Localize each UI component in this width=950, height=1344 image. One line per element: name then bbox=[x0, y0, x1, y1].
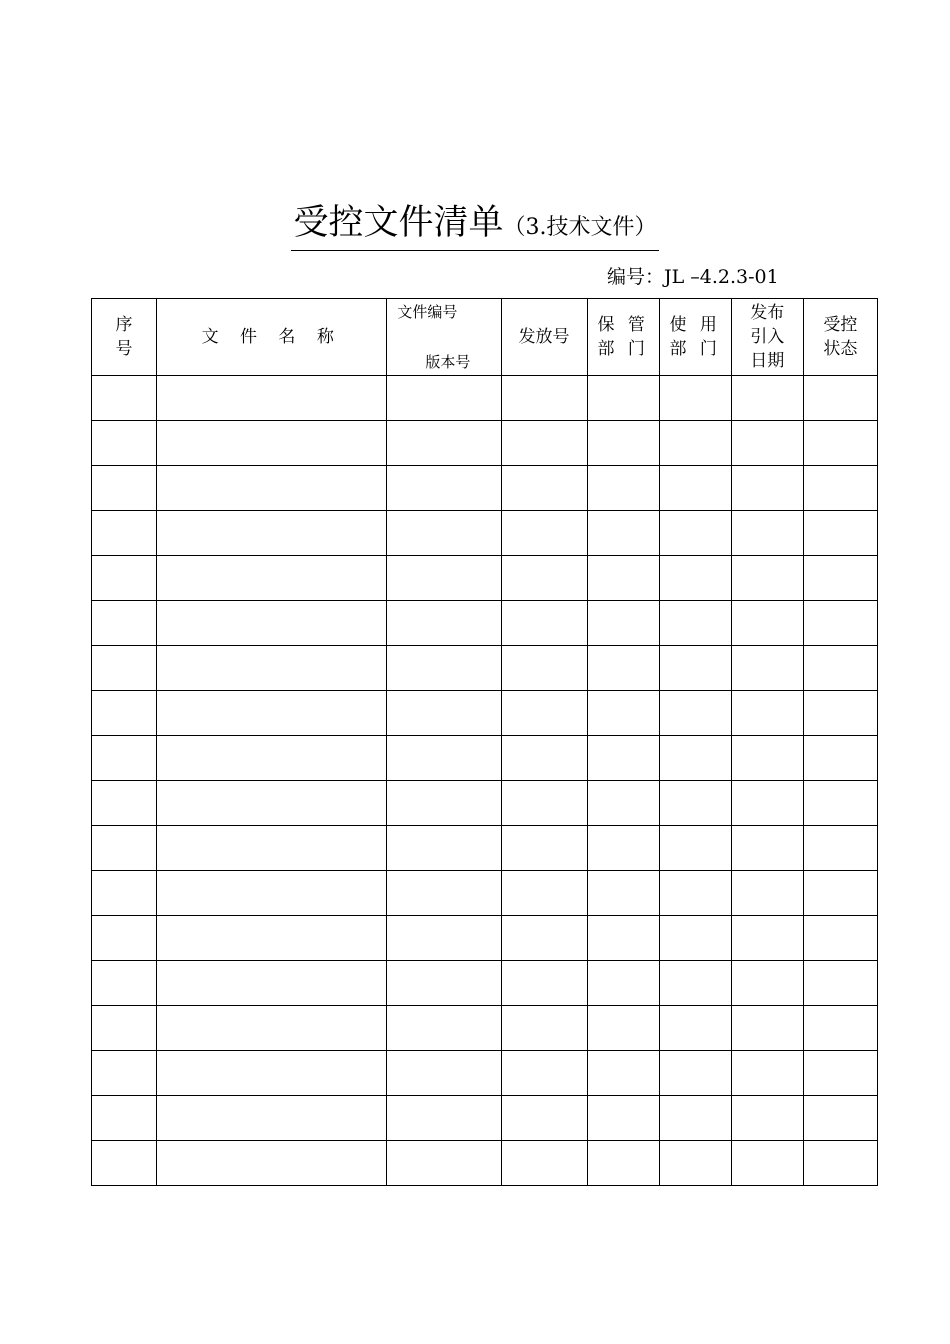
document-number: 编号：JL –4.2.3-01 bbox=[607, 266, 779, 288]
cell-code[interactable] bbox=[387, 421, 501, 466]
cell-code[interactable] bbox=[387, 1006, 501, 1051]
table-row bbox=[92, 961, 878, 1006]
cell-seq[interactable] bbox=[92, 421, 157, 466]
cell-date[interactable] bbox=[731, 1141, 803, 1186]
cell-code[interactable] bbox=[387, 376, 501, 421]
title-main: 受控文件清单 bbox=[293, 203, 504, 243]
cell-name[interactable] bbox=[157, 1006, 387, 1051]
cell-status[interactable] bbox=[803, 781, 877, 826]
cell-status[interactable] bbox=[803, 1051, 877, 1096]
cell-keep[interactable] bbox=[587, 826, 659, 871]
cell-code[interactable] bbox=[387, 736, 501, 781]
table-row bbox=[92, 916, 878, 961]
cell-code[interactable] bbox=[387, 691, 501, 736]
cell-seq[interactable] bbox=[92, 871, 157, 916]
cell-issue[interactable] bbox=[501, 736, 587, 781]
header-control-status: 受控 状态 bbox=[803, 299, 877, 376]
cell-date[interactable] bbox=[731, 1051, 803, 1096]
cell-date[interactable] bbox=[731, 646, 803, 691]
cell-issue[interactable] bbox=[501, 916, 587, 961]
cell-status[interactable] bbox=[803, 421, 877, 466]
cell-keep[interactable] bbox=[587, 376, 659, 421]
cell-date[interactable] bbox=[731, 916, 803, 961]
cell-status[interactable] bbox=[803, 871, 877, 916]
cell-code[interactable] bbox=[387, 601, 501, 646]
table-row bbox=[92, 376, 878, 421]
table-row bbox=[92, 781, 878, 826]
cell-code[interactable] bbox=[387, 871, 501, 916]
cell-date[interactable] bbox=[731, 1096, 803, 1141]
cell-seq[interactable] bbox=[92, 1006, 157, 1051]
cell-issue[interactable] bbox=[501, 601, 587, 646]
cell-name[interactable] bbox=[157, 916, 387, 961]
header-issue-number: 发放号 bbox=[501, 299, 587, 376]
cell-name[interactable] bbox=[157, 601, 387, 646]
cell-issue[interactable] bbox=[501, 376, 587, 421]
controlled-documents-table bbox=[91, 298, 878, 1186]
cell-seq[interactable] bbox=[92, 961, 157, 1006]
cell-status[interactable] bbox=[803, 736, 877, 781]
cell-use[interactable] bbox=[659, 871, 731, 916]
cell-code[interactable] bbox=[387, 1096, 501, 1141]
cell-seq[interactable] bbox=[92, 1141, 157, 1186]
cell-date[interactable] bbox=[731, 421, 803, 466]
cell-use[interactable] bbox=[659, 1051, 731, 1096]
table-header-row bbox=[92, 299, 878, 376]
header-version: 版本号 bbox=[425, 353, 471, 371]
cell-issue[interactable] bbox=[501, 781, 587, 826]
cell-status[interactable] bbox=[803, 466, 877, 511]
cell-name[interactable] bbox=[157, 376, 387, 421]
table-row bbox=[92, 556, 878, 601]
cell-name[interactable] bbox=[157, 1051, 387, 1096]
cell-keep[interactable] bbox=[587, 916, 659, 961]
cell-status[interactable] bbox=[803, 1141, 877, 1186]
cell-status[interactable] bbox=[803, 601, 877, 646]
cell-name[interactable] bbox=[157, 466, 387, 511]
cell-date[interactable] bbox=[731, 466, 803, 511]
cell-keep[interactable] bbox=[587, 781, 659, 826]
table-row bbox=[92, 1006, 878, 1051]
cell-use[interactable] bbox=[659, 1006, 731, 1051]
table-row bbox=[92, 646, 878, 691]
cell-code[interactable] bbox=[387, 466, 501, 511]
table-row bbox=[92, 691, 878, 736]
cell-status[interactable] bbox=[803, 511, 877, 556]
cell-seq[interactable] bbox=[92, 691, 157, 736]
cell-status[interactable] bbox=[803, 961, 877, 1006]
table-row bbox=[92, 1141, 878, 1186]
cell-seq[interactable] bbox=[92, 781, 157, 826]
cell-use[interactable] bbox=[659, 826, 731, 871]
title-underlined bbox=[291, 203, 658, 251]
cell-seq[interactable] bbox=[92, 601, 157, 646]
table-row bbox=[92, 421, 878, 466]
cell-keep[interactable] bbox=[587, 556, 659, 601]
cell-issue[interactable] bbox=[501, 421, 587, 466]
cell-use[interactable] bbox=[659, 1141, 731, 1186]
table-row bbox=[92, 601, 878, 646]
cell-status[interactable] bbox=[803, 376, 877, 421]
cell-date[interactable] bbox=[731, 511, 803, 556]
cell-issue[interactable] bbox=[501, 466, 587, 511]
cell-issue[interactable] bbox=[501, 1006, 587, 1051]
cell-keep[interactable] bbox=[587, 511, 659, 556]
cell-seq[interactable] bbox=[92, 376, 157, 421]
cell-code[interactable] bbox=[387, 961, 501, 1006]
cell-status[interactable] bbox=[803, 556, 877, 601]
cell-code[interactable] bbox=[387, 916, 501, 961]
cell-issue[interactable] bbox=[501, 1051, 587, 1096]
cell-seq[interactable] bbox=[92, 826, 157, 871]
header-seq: 序 号 bbox=[92, 299, 157, 376]
cell-status[interactable] bbox=[803, 916, 877, 961]
cell-issue[interactable] bbox=[501, 511, 587, 556]
cell-keep[interactable] bbox=[587, 736, 659, 781]
cell-date[interactable] bbox=[731, 961, 803, 1006]
cell-name[interactable] bbox=[157, 421, 387, 466]
cell-use[interactable] bbox=[659, 916, 731, 961]
cell-issue[interactable] bbox=[501, 646, 587, 691]
cell-name[interactable] bbox=[157, 646, 387, 691]
cell-status[interactable] bbox=[803, 1096, 877, 1141]
cell-keep[interactable] bbox=[587, 1141, 659, 1186]
cell-use[interactable] bbox=[659, 466, 731, 511]
cell-name[interactable] bbox=[157, 826, 387, 871]
cell-date[interactable] bbox=[731, 376, 803, 421]
cell-use[interactable] bbox=[659, 781, 731, 826]
cell-seq[interactable] bbox=[92, 1096, 157, 1141]
cell-issue[interactable] bbox=[501, 1141, 587, 1186]
cell-code[interactable] bbox=[387, 511, 501, 556]
title-subtitle: （3.技术文件） bbox=[503, 215, 657, 240]
cell-date[interactable] bbox=[731, 781, 803, 826]
table-row bbox=[92, 736, 878, 781]
cell-use[interactable] bbox=[659, 421, 731, 466]
header-keeping-dept: 保 管 部 门 bbox=[587, 299, 659, 376]
cell-status[interactable] bbox=[803, 646, 877, 691]
cell-status[interactable] bbox=[803, 1006, 877, 1051]
cell-keep[interactable] bbox=[587, 1051, 659, 1096]
table-row bbox=[92, 1096, 878, 1141]
cell-use[interactable] bbox=[659, 691, 731, 736]
cell-name[interactable] bbox=[157, 556, 387, 601]
cell-use[interactable] bbox=[659, 556, 731, 601]
cell-use[interactable] bbox=[659, 511, 731, 556]
cell-date[interactable] bbox=[731, 826, 803, 871]
cell-name[interactable] bbox=[157, 1096, 387, 1141]
table-row bbox=[92, 871, 878, 916]
table-row bbox=[92, 826, 878, 871]
cell-date[interactable] bbox=[731, 736, 803, 781]
cell-name[interactable] bbox=[157, 511, 387, 556]
cell-use[interactable] bbox=[659, 646, 731, 691]
header-using-dept: 使 用 部 门 bbox=[659, 299, 731, 376]
cell-seq[interactable] bbox=[92, 466, 157, 511]
header-release-date: 发布 引入 日期 bbox=[731, 299, 803, 376]
cell-seq[interactable] bbox=[92, 511, 157, 556]
table-row bbox=[92, 466, 878, 511]
cell-keep[interactable] bbox=[587, 601, 659, 646]
cell-name[interactable] bbox=[157, 871, 387, 916]
cell-keep[interactable] bbox=[587, 466, 659, 511]
cell-status[interactable] bbox=[803, 691, 877, 736]
cell-code[interactable] bbox=[387, 556, 501, 601]
cell-status[interactable] bbox=[803, 826, 877, 871]
cell-use[interactable] bbox=[659, 376, 731, 421]
table-row bbox=[92, 511, 878, 556]
cell-keep[interactable] bbox=[587, 961, 659, 1006]
cell-keep[interactable] bbox=[587, 1006, 659, 1051]
cell-code[interactable] bbox=[387, 826, 501, 871]
cell-keep[interactable] bbox=[587, 421, 659, 466]
cell-use[interactable] bbox=[659, 736, 731, 781]
cell-name[interactable] bbox=[157, 736, 387, 781]
cell-use[interactable] bbox=[659, 601, 731, 646]
cell-code[interactable] bbox=[387, 1141, 501, 1186]
cell-issue[interactable] bbox=[501, 556, 587, 601]
cell-issue[interactable] bbox=[501, 961, 587, 1006]
cell-name[interactable] bbox=[157, 691, 387, 736]
cell-seq[interactable] bbox=[92, 736, 157, 781]
cell-date[interactable] bbox=[731, 556, 803, 601]
cell-date[interactable] bbox=[731, 1006, 803, 1051]
cell-seq[interactable] bbox=[92, 646, 157, 691]
cell-date[interactable] bbox=[731, 871, 803, 916]
cell-issue[interactable] bbox=[501, 691, 587, 736]
header-name: 文 件 名 称 bbox=[157, 299, 387, 376]
cell-use[interactable] bbox=[659, 1096, 731, 1141]
cell-seq[interactable] bbox=[92, 1051, 157, 1096]
cell-issue[interactable] bbox=[501, 826, 587, 871]
cell-keep[interactable] bbox=[587, 691, 659, 736]
cell-name[interactable] bbox=[157, 1141, 387, 1186]
document-title bbox=[0, 203, 950, 251]
cell-seq[interactable] bbox=[92, 916, 157, 961]
cell-keep[interactable] bbox=[587, 646, 659, 691]
cell-code[interactable] bbox=[387, 1051, 501, 1096]
cell-name[interactable] bbox=[157, 781, 387, 826]
header-code-version bbox=[387, 299, 501, 376]
cell-date[interactable] bbox=[731, 601, 803, 646]
cell-issue[interactable] bbox=[501, 871, 587, 916]
cell-use[interactable] bbox=[659, 961, 731, 1006]
cell-name[interactable] bbox=[157, 961, 387, 1006]
cell-date[interactable] bbox=[731, 691, 803, 736]
table-row bbox=[92, 1051, 878, 1096]
header-code: 文件编号 bbox=[397, 303, 458, 321]
cell-seq[interactable] bbox=[92, 556, 157, 601]
cell-code[interactable] bbox=[387, 781, 501, 826]
cell-issue[interactable] bbox=[501, 1096, 587, 1141]
cell-code[interactable] bbox=[387, 646, 501, 691]
cell-keep[interactable] bbox=[587, 1096, 659, 1141]
cell-keep[interactable] bbox=[587, 871, 659, 916]
